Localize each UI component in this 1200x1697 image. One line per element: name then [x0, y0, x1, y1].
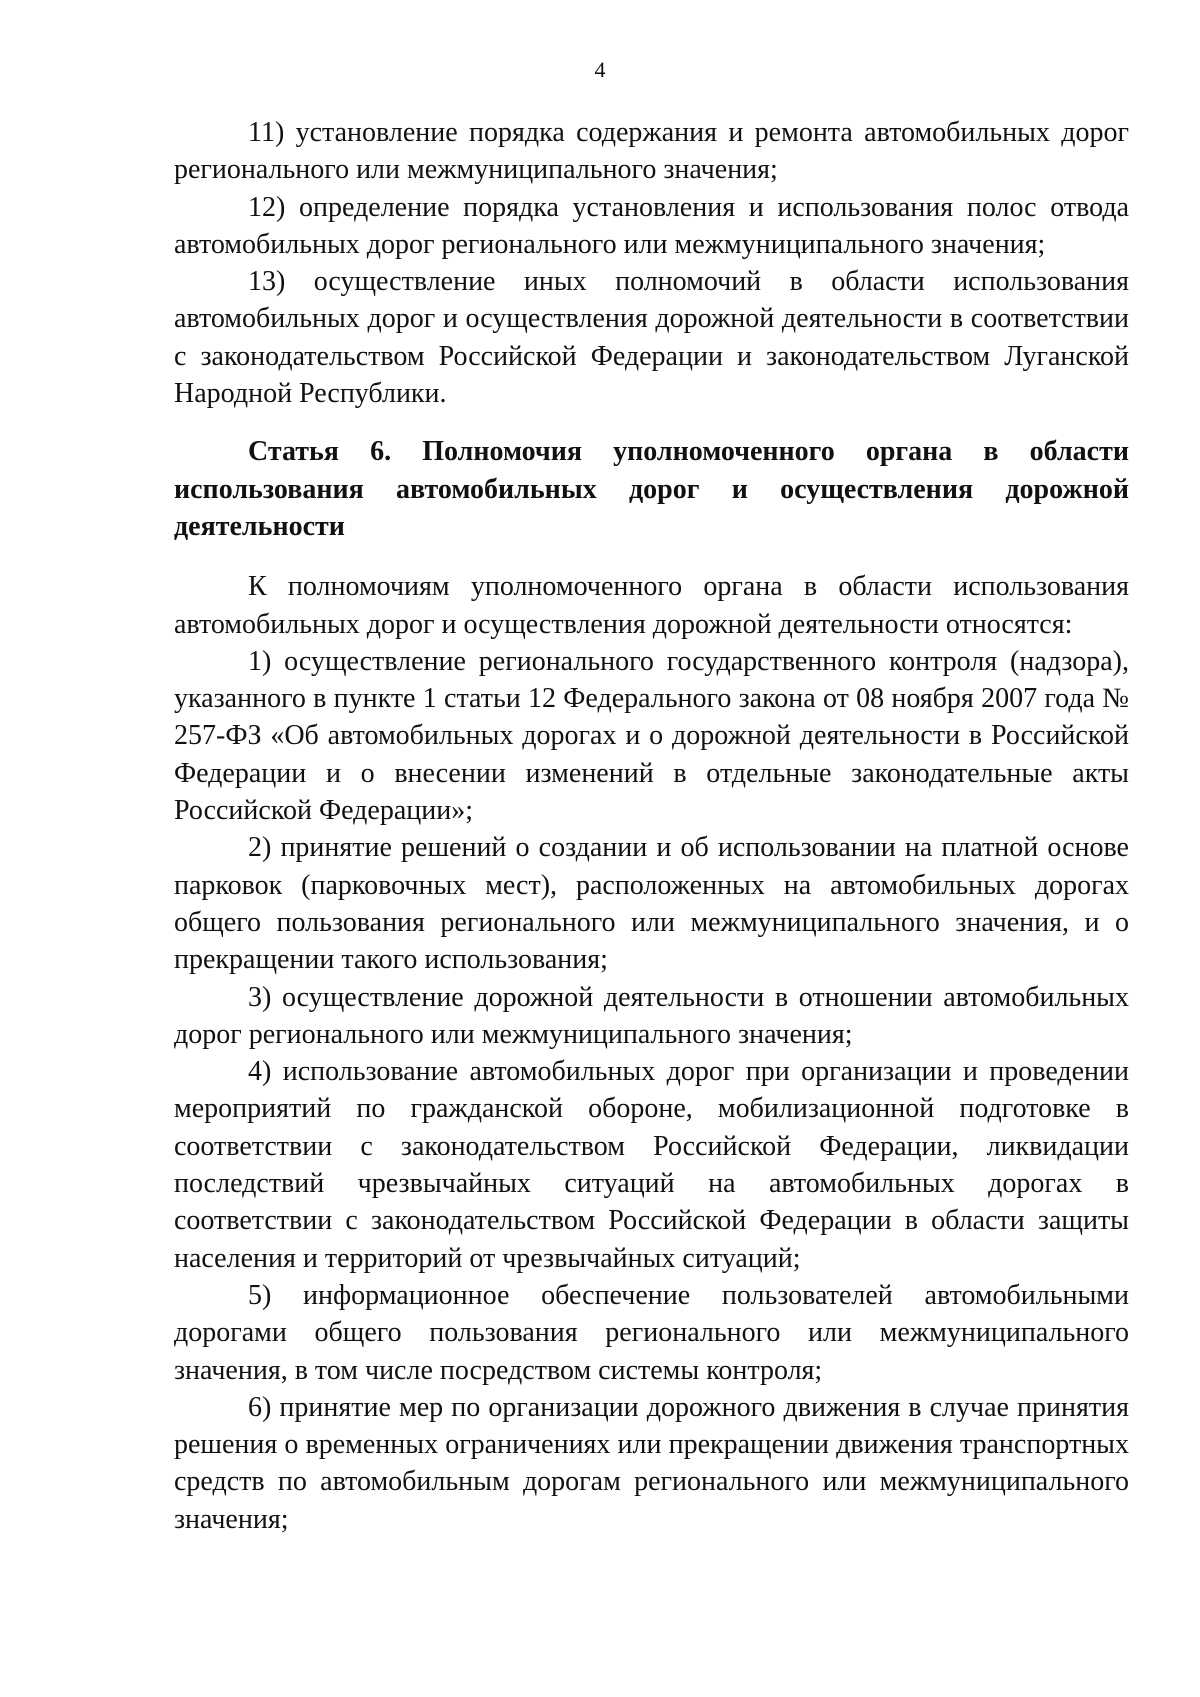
list-item-3: 3) осуществление дорожной деятельности в отношении автомобильных дорог регионального или межмуниципального значения;	[174, 981, 1129, 1050]
article-heading: Статья 6. Полномочия уполномоченного органа в области использования автомобильных дорог и осуществления дорожной деятельности	[174, 436, 1129, 542]
page-number: 4	[594, 57, 606, 82]
list-item-6: 6) принятие мер по организации дорожного движения в случае принятия решения о временных ограничениях или прекращении движения транспортных средств по автомобильным дорогам регионального или межмуниципального значения;	[174, 1391, 1129, 1535]
list-item-13: 13) осуществление иных полномочий в области использования автомобильных дорог и осуществления дорожной деятельности в соответствии с законодательством Российской Федерации и законодательством Луганской Народной Республики.	[174, 266, 1129, 410]
article-intro-paragraph: К полномочиям уполномоченного органа в области использования автомобильных дорог и осуществления дорожной деятельности относятся:	[174, 571, 1129, 640]
list-item-12: 12) определение порядка установления и использования полос отвода автомобильных дорог регионального или межмуниципального значения;	[174, 191, 1129, 260]
list-item-5: 5) информационное обеспечение пользователей автомобильными дорогами общего пользования регионального или межмуниципального значения, в том числе посредством системы контроля;	[174, 1279, 1129, 1386]
list-item-2: 2) принятие решений о создании и об использовании на платной основе парковок (парковочных мест), расположенных на автомобильных дорогах общего пользования регионального или межмуниципального значения, и о прекращении такого использования;	[174, 832, 1129, 976]
document-body	[174, 114, 1129, 1538]
list-item-11: 11) установление порядка содержания и ремонта автомобильных дорог регионального или межмуниципального значения;	[174, 117, 1129, 186]
list-item-4: 4) использование автомобильных дорог при организации и проведении мероприятий по гражданской обороне, мобилизационной подготовке в соответствии с законодательством Российской Федерации, ликвидации последствий чрезвычайных ситуаций на автомобильных дорогах в соответствии с законодательством Российской Федерации в области защиты населения и территорий от чрезвычайных ситуаций;	[174, 1056, 1129, 1274]
list-item-1: 1) осуществление регионального государственного контроля (надзора), указанного в пункте 1 статьи 12 Федерального закона от 08 ноября 2007 года № 257-ФЗ «Об автомобильных дорогах и о дорожной деятельности в Российской Федерации и о внесении изменений в отдельные законодательные акты Российской Федерации»;	[174, 645, 1129, 827]
